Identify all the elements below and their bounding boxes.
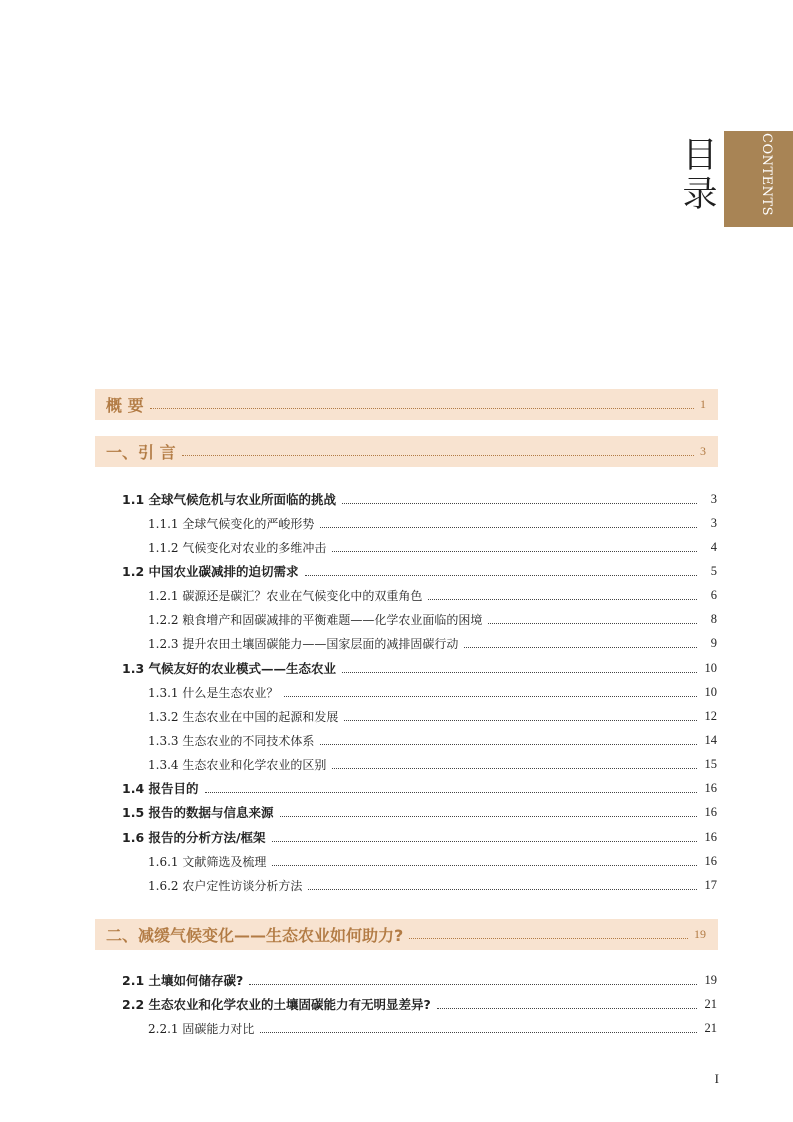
toc-chapter-mitigation[interactable] — [95, 919, 718, 950]
chapter-page: 3 — [700, 444, 706, 458]
entry-label: 1.3.4 生态农业和化学农业的区别 — [148, 757, 327, 772]
leader-dots — [205, 792, 698, 793]
toc-entry[interactable] — [0, 658, 717, 678]
entry-page: 17 — [704, 877, 717, 892]
leader-dots — [488, 623, 697, 624]
entry-page: 12 — [704, 708, 717, 723]
toc-entry[interactable] — [0, 827, 717, 847]
entry-page: 8 — [710, 611, 717, 626]
entry-page: 14 — [704, 732, 717, 747]
leader-dots — [342, 503, 697, 504]
leader-dots — [280, 816, 698, 817]
entry-page: 15 — [704, 756, 717, 771]
entry-label: 1.5 报告的数据与信息来源 — [122, 805, 274, 820]
entry-label: 1.2 中国农业碳减排的迫切需求 — [122, 564, 299, 579]
leader-dots — [320, 744, 697, 745]
entry-page: 16 — [704, 829, 717, 844]
toc-chapter-introduction[interactable] — [95, 436, 718, 467]
toc-chapter-summary[interactable] — [95, 389, 718, 420]
leader-dots — [332, 551, 697, 552]
toc-entry[interactable] — [0, 537, 717, 557]
toc-entry[interactable] — [0, 802, 717, 822]
leader-dots — [409, 938, 688, 939]
chapter-label: 概 要 — [106, 396, 144, 415]
leader-dots — [342, 672, 697, 673]
toc-entry[interactable] — [0, 1018, 717, 1038]
entry-label: 1.6 报告的分析方法/框架 — [122, 830, 266, 845]
toc-entry[interactable] — [0, 778, 717, 798]
leader-dots — [182, 455, 694, 456]
entry-label: 2.2.1 固碳能力对比 — [148, 1021, 255, 1036]
entry-page: 3 — [710, 515, 717, 530]
entry-label: 2.2 生态农业和化学农业的土壤固碳能力有无明显差异? — [122, 997, 431, 1012]
leader-dots — [150, 408, 694, 409]
entry-label: 1.3 气候友好的农业模式——生态农业 — [122, 661, 336, 676]
entry-label: 1.4 报告目的 — [122, 781, 199, 796]
entry-label: 1.6.2 农户定性访谈分析方法 — [148, 878, 303, 893]
entry-page: 10 — [704, 684, 717, 699]
entry-label: 1.1.1 全球气候变化的严峻形势 — [148, 516, 315, 531]
toc-entry[interactable] — [0, 706, 717, 726]
entry-page: 9 — [710, 635, 717, 650]
entry-label: 1.2.3 提升农田土壤固碳能力——国家层面的减排固碳行动 — [148, 636, 459, 651]
entry-page: 5 — [710, 563, 717, 578]
leader-dots — [249, 984, 697, 985]
leader-dots — [272, 865, 697, 866]
entry-label: 1.1 全球气候危机与农业所面临的挑战 — [122, 492, 336, 507]
leader-dots — [428, 599, 697, 600]
leader-dots — [320, 527, 697, 528]
leader-dots — [284, 696, 697, 697]
page-title: 目录 — [677, 136, 717, 214]
toc-entry[interactable] — [0, 851, 717, 871]
leader-dots — [332, 768, 697, 769]
toc-entry[interactable] — [0, 633, 717, 653]
chapter-label: 一、引 言 — [106, 443, 176, 462]
entry-label: 1.2.1 碳源还是碳汇？农业在气候变化中的双重角色 — [148, 588, 423, 603]
leader-dots — [305, 575, 698, 576]
entry-page: 16 — [704, 804, 717, 819]
toc-entry[interactable] — [0, 489, 717, 509]
leader-dots — [272, 841, 697, 842]
leader-dots — [437, 1008, 697, 1009]
toc-entry[interactable] — [0, 513, 717, 533]
toc-entry[interactable] — [0, 875, 717, 895]
toc-entry[interactable] — [0, 970, 717, 990]
entry-label: 2.1 土壤如何储存碳? — [122, 973, 244, 988]
entry-label: 1.2.2 粮食增产和固碳减排的平衡难题——化学农业面临的困境 — [148, 612, 483, 627]
entry-page: 4 — [710, 539, 717, 554]
toc-entry[interactable] — [0, 994, 717, 1014]
leader-dots — [344, 720, 697, 721]
entry-page: 21 — [704, 1020, 717, 1035]
leader-dots — [260, 1032, 697, 1033]
toc-entry[interactable] — [0, 585, 717, 605]
entry-page: 19 — [704, 972, 717, 987]
toc-entry[interactable] — [0, 609, 717, 629]
entry-page: 6 — [710, 587, 717, 602]
entry-page: 16 — [704, 853, 717, 868]
toc-entry[interactable] — [0, 682, 717, 702]
page-number: I — [714, 1071, 719, 1086]
entry-label: 1.3.1 什么是生态农业？ — [148, 685, 279, 700]
toc-entry[interactable] — [0, 561, 717, 581]
chapter-label: 二、减缓气候变化——生态农业如何助力? — [106, 926, 404, 945]
entry-label: 1.3.3 生态农业的不同技术体系 — [148, 733, 315, 748]
entry-page: 16 — [704, 780, 717, 795]
contents-tab — [724, 131, 793, 227]
entry-page: 21 — [704, 996, 717, 1011]
contents-label: CONTENTS — [759, 133, 774, 217]
toc-entry[interactable] — [0, 730, 717, 750]
entry-page: 10 — [704, 660, 717, 675]
leader-dots — [308, 889, 697, 890]
entry-label: 1.1.2 气候变化对农业的多维冲击 — [148, 540, 327, 555]
entry-label: 1.3.2 生态农业在中国的起源和发展 — [148, 709, 339, 724]
leader-dots — [464, 647, 697, 648]
entry-label: 1.6.1 文献筛选及梳理 — [148, 854, 267, 869]
toc-entry[interactable] — [0, 754, 717, 774]
chapter-page: 19 — [694, 927, 706, 941]
entry-page: 3 — [710, 491, 717, 506]
chapter-page: 1 — [700, 397, 706, 411]
